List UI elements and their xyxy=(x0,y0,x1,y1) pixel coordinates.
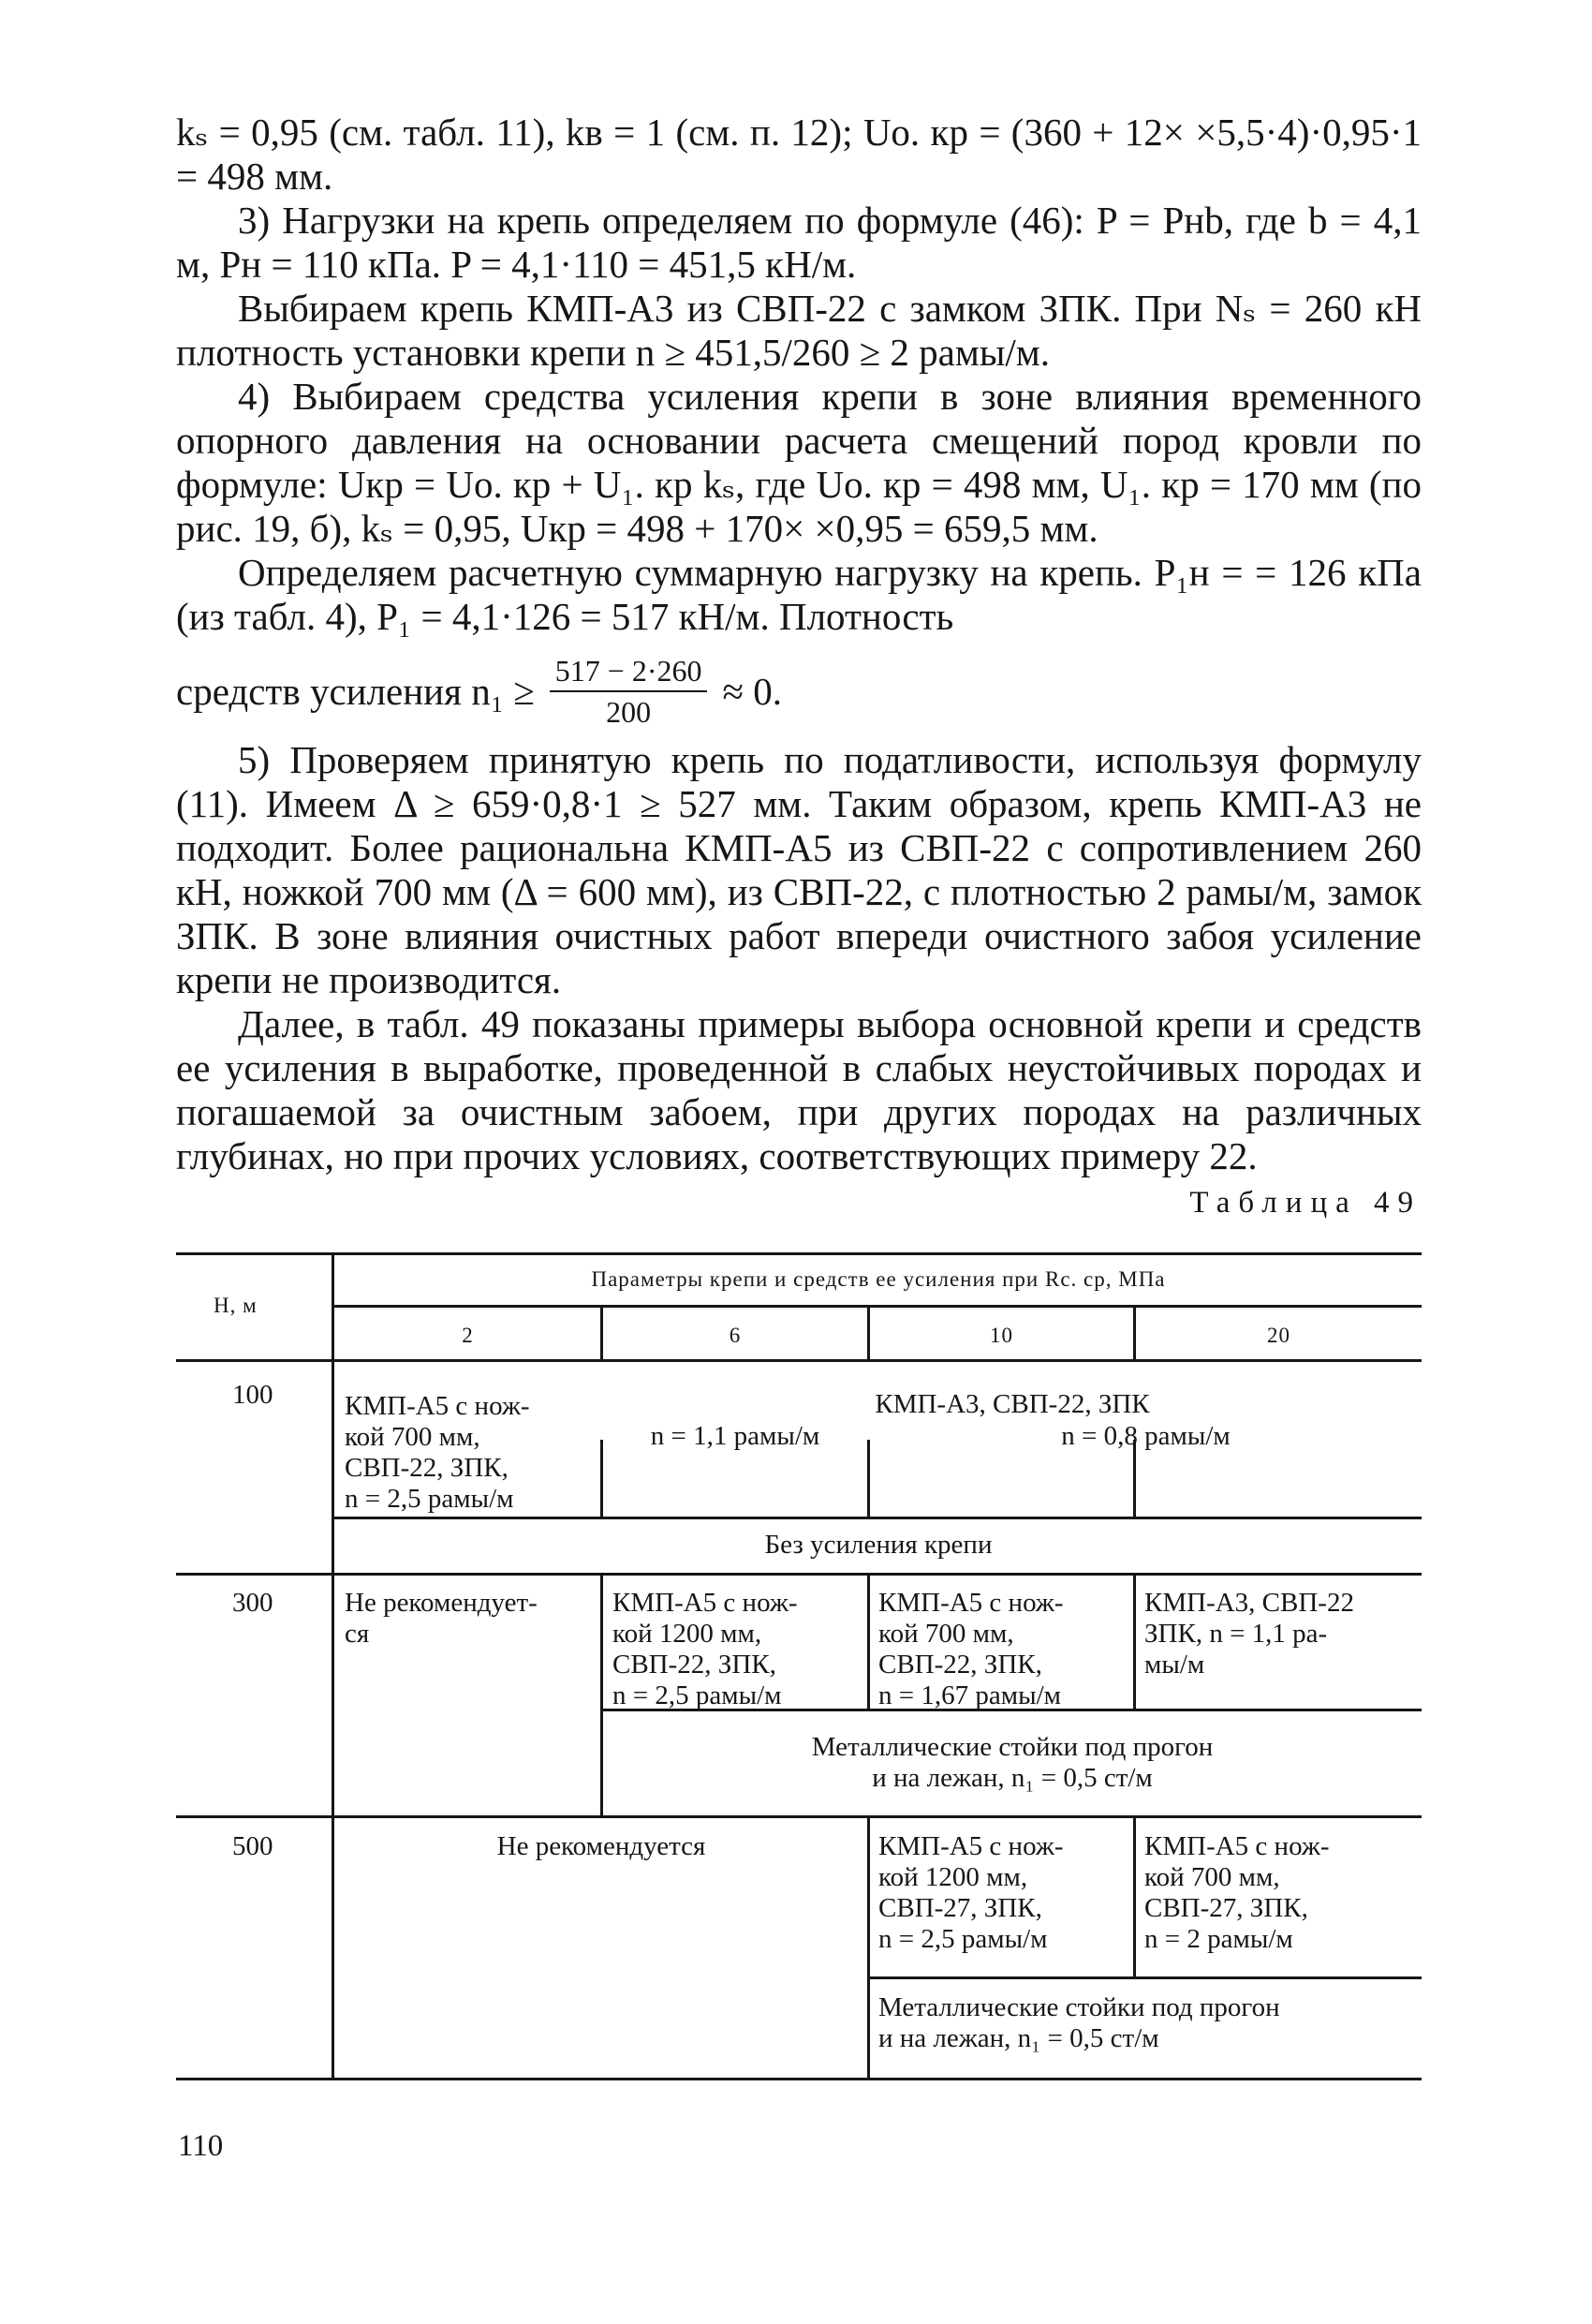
row500-col20-line4: n = 2 рамы/м xyxy=(1144,1924,1293,1954)
paragraph-table-intro: Далее, в табл. 49 показаны примеры выбора основной крепи и средств ее усиления в выработке, проведенной в слабых неустойчивых породах и погашаемой за очистным забоем, при других породах на различных глубинах, но при прочих условиях, соответствующих примеру 22. xyxy=(176,1002,1422,1177)
row500-col2-6-not-recommended: Не рекомендуется xyxy=(496,1831,706,1861)
row300-col10-line1: КМП-А5 с нож- xyxy=(878,1588,1064,1618)
formula-suffix: ≈ 0. xyxy=(722,669,782,713)
table-top-rule xyxy=(176,1252,1422,1255)
paragraph-load-formula: 3) Нагрузки на крепь определяем по формуле (46): P = Pнb, где b = 4,1 м, Pн = 110 кПа. P = 4,1·110 = 451,5 кН/м. xyxy=(176,199,1422,286)
col6-right-rule-row500 xyxy=(867,1815,870,2078)
fraction-numerator: 517 − 2·260 xyxy=(550,653,708,692)
header-col-10: 10 xyxy=(990,1324,1013,1347)
row100-col2-line1: КМП-А5 с нож- xyxy=(345,1391,530,1421)
row100-depth: 100 xyxy=(232,1380,273,1410)
formula-fraction xyxy=(550,653,708,730)
row500-col10-line2: кой 1200 мм, xyxy=(878,1862,1028,1892)
depth-column-rule xyxy=(332,1252,334,2080)
row300-top-rule xyxy=(176,1573,1422,1576)
body-text xyxy=(176,111,1422,1178)
table-caption: Таблица 49 xyxy=(1189,1186,1422,1220)
header-col-2: 2 xyxy=(462,1324,474,1347)
row300-col10-line3: СВП-22, ЗПК, xyxy=(878,1650,1042,1680)
row300-col2-line1: Не рекомендует- xyxy=(345,1588,538,1618)
row300-reinforcement-line1: Металлические стойки под прогон xyxy=(811,1732,1214,1762)
header-parameters-group: Параметры крепи и средств ее усиления при Rс. ср, МПа xyxy=(591,1267,1166,1291)
row300-col10-line4: n = 1,67 рамы/м xyxy=(878,1680,1061,1710)
paragraph-total-load: Определяем расчетную суммарную нагрузку на крепь. P₁н = = 126 кПа (из табл. 4), P₁ = 4,1·126 = 517 кН/м. Плотность xyxy=(176,551,1422,638)
row500-col10-line4: n = 2,5 рамы/м xyxy=(878,1924,1048,1954)
row500-col20-line2: кой 700 мм, xyxy=(1144,1862,1280,1892)
row300-col20-line1: КМП-А3, СВП-22 xyxy=(1144,1588,1354,1618)
row100-col10-20-density: n = 0,8 рамы/м xyxy=(1061,1421,1231,1451)
table-bottom-rule xyxy=(176,2078,1422,2080)
header-col-20: 20 xyxy=(1267,1324,1290,1347)
row300-col6-line1: КМП-А5 с нож- xyxy=(612,1588,798,1618)
row100-col6-density: n = 1,1 рамы/м xyxy=(650,1421,820,1451)
row300-col6-line2: кой 1200 мм, xyxy=(612,1619,762,1649)
row100-col2-line3: СВП-22, ЗПК, xyxy=(345,1453,509,1483)
row500-col20-line3: СВП-27, ЗПК, xyxy=(1144,1893,1308,1923)
row100-col2-line2: кой 700 мм, xyxy=(345,1422,480,1452)
col10-right-rule-row500 xyxy=(1133,1815,1136,1976)
col10-right-rule-row300 xyxy=(1133,1573,1136,1709)
row500-col10-line1: КМП-А5 с нож- xyxy=(878,1831,1064,1861)
header-bottom-rule xyxy=(176,1359,1422,1362)
header-col-6: 6 xyxy=(729,1324,742,1347)
reinforcement-density-formula xyxy=(176,644,1422,738)
row300-col10-line2: кой 700 мм, xyxy=(878,1619,1014,1649)
row300-reinforcement-line2: и на лежан, n₁ = 0,5 ст/м xyxy=(872,1763,1153,1793)
row100-reinforcement: Без усиления крепи xyxy=(764,1530,993,1560)
page-number: 110 xyxy=(178,2129,224,2163)
table-49 xyxy=(176,1252,1422,2080)
paragraph-reinforcement-choice: 4) Выбираем средства усиления крепи в зоне влияния временного опорного давления на основании расчета смещений пород кровли по формуле: Uкр = Uо. кр + U₁. кр kₛ, где Uо. кр = 498 мм, U₁. кр = 170 мм (по рис. 19, б), kₛ = 0,95, Uкр = 498 + 170× ×0,95 = 659,5 мм. xyxy=(176,375,1422,550)
row100-reinforcement-rule xyxy=(333,1517,1422,1519)
row500-reinforcement-rule xyxy=(869,1976,1422,1979)
paragraph-compliance-check: 5) Проверяем принятую крепь по податливости, используя формулу (11). Имеем Δ ≥ 659·0,8·1 ≥ 527 мм. Таким образом, крепь КМП-А3 не подходит. Более рациональна КМП-А5 из СВП-22 с сопротивлением 260 кН, ножкой 700 мм (Δ = 600 мм), из СВП-22, с плотностью 2 рамы/м, замок ЗПК. В зоне влияния очистных работ впереди очистного забоя усиление крепи не производится. xyxy=(176,738,1422,1001)
paragraph-calc-displacement: kₛ = 0,95 (см. табл. 11), kв = 1 (см. п. 12); Uо. кр = (360 + 12× ×5,5·4)·0,95·1 = 498 мм. xyxy=(176,111,1422,198)
row300-col6-line3: СВП-22, ЗПК, xyxy=(612,1650,776,1680)
col6-right-rule-row300 xyxy=(867,1573,870,1709)
row300-col20-line2: ЗПК, n = 1,1 ра- xyxy=(1144,1619,1328,1649)
header-group-rule xyxy=(333,1305,1422,1308)
row300-col6-line4: n = 2,5 рамы/м xyxy=(612,1680,782,1710)
row500-col20-line1: КМП-А5 с нож- xyxy=(1144,1831,1330,1861)
row300-col2-line2: ся xyxy=(345,1619,370,1649)
row500-reinforcement-line2: и на лежан, n₁ = 0,5 ст/м xyxy=(878,2023,1159,2053)
row500-col10-line3: СВП-27, ЗПК, xyxy=(878,1893,1042,1923)
row300-col20-line3: мы/м xyxy=(1144,1650,1205,1680)
page-content xyxy=(176,111,1422,2080)
row500-depth: 500 xyxy=(232,1831,273,1861)
fraction-denominator: 200 xyxy=(606,695,652,729)
row500-reinforcement-line1: Металлические стойки под прогон xyxy=(878,1992,1280,2022)
paragraph-support-choice: Выбираем крепь КМП-А3 из СВП-22 с замком ЗПК. При Nₛ = 260 кН плотность установки крепи n ≥ 451,5/260 ≥ 2 рамы/м. xyxy=(176,287,1422,374)
row100-col2-line4: n = 2,5 рамы/м xyxy=(345,1484,514,1514)
formula-prefix: средств усиления n₁ ≥ xyxy=(176,669,535,713)
row100-span-title: КМП-А3, СВП-22, ЗПК xyxy=(875,1389,1150,1419)
row300-depth: 300 xyxy=(232,1588,273,1618)
row500-top-rule xyxy=(176,1815,1422,1818)
header-depth: H, м xyxy=(214,1294,258,1317)
